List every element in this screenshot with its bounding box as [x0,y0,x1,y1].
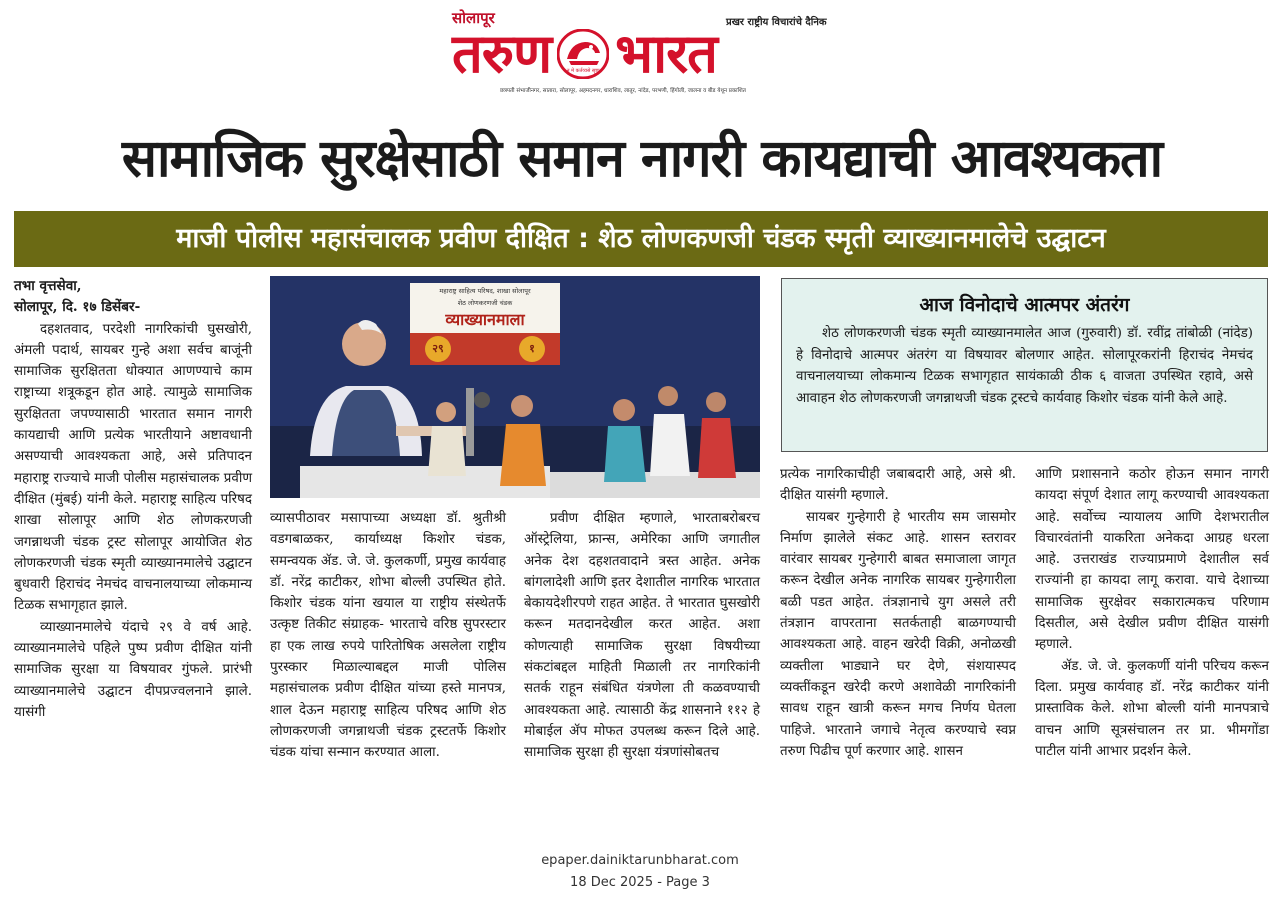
article-column-2 [270,508,506,764]
paragraph: आणि प्रशासनाने कठोर होऊन समान नागरी कायदा संपूर्ण देशात लागू करण्याची आवश्यकता आहे. सर्वोच्च न्यायालय आणि देशभरातील विचारवंतांनी याकरिता अनेकदा आग्रह धरला आहे. उत्तराखंड राज्याप्रमाणे देशातील सर्व राज्यांनी हा कायदा लागू करावा. याचे देशाच्या सामाजिक सुरक्षेवर सकारात्मकच परिणाम दिसतील, असे देखील प्रवीण दीक्षित यासंगी म्हणाले. [1035,467,1269,653]
masthead-tagline: प्रखर राष्ट्रीय विचारांचे दैनिक [726,17,827,28]
photo-banner-title: व्याख्यानमाला [445,310,525,329]
epaper-url[interactable]: epaper.dainiktarunbharat.com [541,853,739,868]
paragraph: व्याख्यानमालेचे यंदाचे २९ वे वर्ष आहे. व्याख्यानमालेचे पहिले पुष्प प्रवीण दीक्षित यांनी सामाजिक सुरक्षा या विषयावर गुंफले. प्रारंभी व्याख्यानमालेचे उद्घाटन दीपप्रज्वलनाने झाले. यासंगी [14,619,252,720]
paragraph: ॲड. जे. जे. कुलकर्णी यांनी परिचय करून दिला. प्रमुख कार्यवाह डॉ. नरेंद्र काटीकर यांनी प्रास्ताविक केले. शोभा बोल्ली यांनी मानपत्राचे वाचन आणि सूत्रसंचालन तर प्रा. भीमगोंडा पाटील यांनी आभार प्रदर्शन केले. [1035,658,1269,759]
article-column-3 [524,508,760,764]
emblem-motto: न मे कर्तव्यसे सृष्टा [566,68,600,74]
info-box-title: आज विनोदाचे आत्मपर अंतरंग [919,294,1130,316]
photo-badge-part: १ [529,342,535,355]
paragraph: सायबर गुन्हेगारी हे भारतीय सम जासमोर निर्माण झालेले संकट आहे. शासन स्तरावर वारंवार सायबर गुन्हेगारी बाबत समाजाला जागृत करून देखील अनेक नागरिक सायबर गुन्हेगारीला बळी पडत आहेत. तंत्रज्ञानाचे युग असले तरी तंत्रज्ञान वापरताना सतर्कताही बाळगण्याची आवश्यकता आहे. वाहन खरेदी विक्री, अनोळखी व्यक्तीला भाड्याने घर देणे, संशयास्पद व्यक्तींकडून खरेदी करणे अशावेळी नागरिकांनी सावध राहून खात्री करून मगच निर्णय घेतला पाहिजे. भारताने जगाचे नेतृत्व करण्याचे स्वप्न तरुण पिढीच पूर्ण करणार आहे. शासन [780,509,1016,759]
paragraph: व्यासपीठावर मसापाच्या अध्यक्षा डॉ. श्रुतीश्री वडगबाळकर, कार्याध्यक्ष किशोर चंडक, समन्वयक ॲड. जे. जे. कुलकर्णी, प्रमुख कार्यवाह डॉ. नरेंद्र काटीकर, शोभा बोल्ली उपस्थित होते. किशोर चंडक यांना खयाल या राष्ट्रीय संस्थेतर्फे उत्कृष्ट तिकीट संग्राहक- भारताचे वरिष्ठ सुपरस्टार हा एक लाख रुपये पारितोषिक असलेला राष्ट्रीय पुरस्कार मिळाल्याबद्दल माजी पोलिस महासंचालक प्रवीण दीक्षित यांच्या हस्ते मानपत्र, शाल देऊन महाराष्ट्र साहित्य परिषद आणि शेठ लोणकरणजी जगन्नाथजी चंडक ट्रस्टतर्फे किशोर चंडक यांचा सन्मान करण्यात आला. [270,511,506,761]
masthead [0,0,1280,104]
edition-city: सोलापूर [452,9,495,27]
date-page-label: 18 Dec 2025 - Page 3 [570,875,710,890]
logo-word-right: भारत [615,22,717,85]
info-box [781,278,1268,452]
article-column-1 [14,276,252,723]
newspaper-logo [452,24,717,84]
masthead-editions: छत्रपती संभाजीनगर, सातारा, सोलापूर, अहमदनगर, धाराशिव, लातूर, नांदेड, परभणी, हिंगोली, जालना व बीड येथून प्रकाशित [500,88,746,94]
event-photo [270,276,760,498]
logo-word-left: तरुण [452,22,552,85]
photo-badge-year: २९ [432,342,444,355]
sub-headline-banner: माजी पोलीस महासंचालक प्रवीण दीक्षित : शेठ लोणकणजी चंडक स्मृती व्याख्यानमालेचे उद्घाटन [14,211,1268,267]
byline-agency: तभा वृत्तसेवा, [14,278,82,294]
page-footer [0,850,1280,894]
paragraph: प्रवीण दीक्षित म्हणाले, भारताबरोबरच ऑस्ट्रेलिया, फ्रान्स, अमेरिका आणि जगातील अनेक देश दहशतवादाने त्रस्त आहेत. अनेक बांगलादेशी आणि इतर देशातील नागरिक भारतात बेकायदेशीरपणे राहत आहेत. ते भारतात घुसखोरी करून मतदानदेखील करत आहेत. अशा कोणत्याही सामाजिक सुरक्षा विषयीच्या संकटांबद्दल माहिती मिळाली तर नागरिकांनी सतर्क राहून संबंधित यंत्रणेला ती कळवण्याची आवश्यकता आहे. त्यासाठी केंद्र शासनाने ११२ हे मोबाईल ॲप मोफत उपलब्ध करून दिले आहे. सामाजिक सुरक्षा ही सुरक्षा यंत्रणांसोबतच [524,511,760,761]
article-column-4 [780,464,1016,762]
photo-banner-org: महाराष्ट्र साहित्य परिषद, शाखा सोलापूर [439,287,531,295]
byline-dateline: सोलापूर, दि. १७ डिसेंबर- [14,299,141,316]
lion-emblem-icon [557,29,609,79]
article-column-5 [1035,464,1269,762]
paragraph: दहशतवाद, परदेशी नागरिकांची घुसखोरी, अंमली पदार्थ, सायबर गुन्हे अशा सर्वच बाजूंनी सामाजिक सुरक्षितता धोक्यात आणण्याचे काम राष्ट्राच्या शत्रूकडून होत आहे. त्यामुळे सामाजिक सुरक्षितता जपण्यासाठी भारतात समान नागरी कायद्याची आणि प्रत्येक भारतीयाने अष्टावधानी असण्याची आवश्यकता आहे, असे प्रतिपादन महाराष्ट्र राज्याचे माजी पोलीस महासंचालक प्रवीण दीक्षित (मुंबई) यांनी केले. महाराष्ट्र साहित्य परिषद शाखा सोलापूर आणि शेठ लोणकरणजी जगन्नाथजी चंडक ट्रस्ट सोलापूर आयोजित शेठ लोणकरणजी चंडक स्मृती व्याख्यानमालेचे उद्घाटन बुधवारी हिराचंद नेमचंद वाचनालयाच्या लोकमान्य टिळक सभागृहात झाले. [14,321,252,614]
photo-banner-trust: शेठ लोणकरणजी चंडक [457,299,513,307]
info-box-text: शेठ लोणकरणजी चंडक स्मृती व्याख्यानमालेत आज (गुरुवारी) डॉ. रवींद्र तांबोळी (नांदेड) हे विनोदाचे आत्मपर अंतरंग या विषयावर बोलणार आहेत. सोलापूरकरांनी हिराचंद नेमचंद वाचनालयाच्या लोकमान्य टिळक सभागृहात सायंकाळी ठीक ६ वाजता उपस्थित रहावे, असे आवाहन शेठ लोणकरणजी जगन्नाथजी चंडक ट्रस्टचे कार्यवाह किशोर चंडक यांनी केले आहे. [796,326,1253,406]
paragraph: प्रत्येक नागरिकाचीही जबाबदारी आहे, असे श्री. दीक्षित यासंगी म्हणाले. [780,467,1016,504]
main-headline: सामाजिक सुरक्षेसाठी समान नागरी कायद्याची आवश्यकता [121,129,1163,189]
